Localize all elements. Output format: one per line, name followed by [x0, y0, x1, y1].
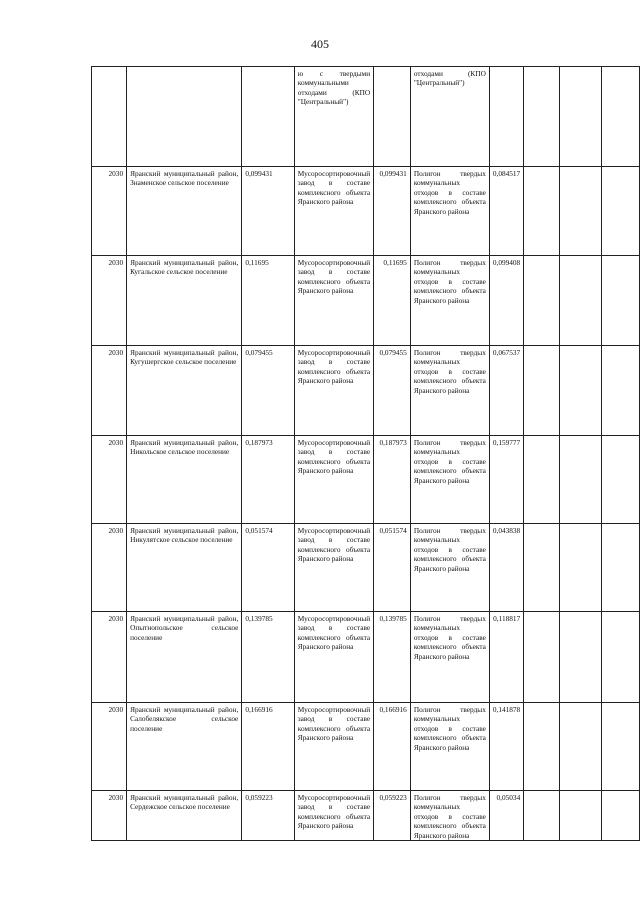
cell-year-text: 2030 — [108, 526, 124, 535]
cell-mass-in-text: 0,099408 — [492, 258, 521, 267]
cell-mass-in — [489, 256, 523, 346]
cell-destination — [410, 524, 489, 612]
cell-object-text: Мусоросортировочный завод в составе комплексного объекта Яранского района — [297, 614, 371, 652]
cell-mass — [242, 167, 294, 256]
table-row — [92, 256, 640, 346]
cell-mass-text: 0,059223 — [245, 793, 273, 802]
cell-object — [294, 167, 373, 256]
cell-object — [294, 703, 373, 791]
cell-municipality — [127, 256, 242, 346]
cell-mass-out-text: 0,079455 — [379, 348, 407, 357]
cell-empty-3 — [602, 346, 640, 436]
cell-destination-text: Полигон твердых коммунальных отходов в составе комплексного объекта Яранского района — [413, 705, 486, 752]
cell-year — [92, 167, 127, 256]
cell-year — [92, 612, 127, 703]
cell-mass-in — [489, 346, 523, 436]
cell-mass — [242, 791, 294, 841]
cell-object — [294, 612, 373, 703]
cell-object-text: ю с твердыми коммунальными отходами (КПО "Центральный") — [297, 69, 371, 107]
cell-municipality-text: Яранский муниципальный район, Никулятское сельское поселение — [130, 526, 239, 545]
cell-municipality-text: Яранский муниципальный район, Салобелякское сельское поселение — [130, 705, 239, 733]
cell-empty-2 — [560, 67, 602, 167]
cell-municipality-text: Яранский муниципальный район, Знаменское сельское поселение — [130, 169, 239, 188]
cell-mass — [242, 67, 294, 167]
cell-mass — [242, 436, 294, 524]
cell-object-text: Мусоросортировочный завод в составе комплексного объекта Яранского района — [297, 348, 371, 386]
cell-mass-out — [374, 791, 411, 841]
cell-destination — [410, 256, 489, 346]
cell-empty-2 — [560, 346, 602, 436]
cell-empty-3 — [602, 791, 640, 841]
cell-mass — [242, 346, 294, 436]
cell-mass-in — [489, 524, 523, 612]
cell-municipality-text: Яранский муниципальный район, Опытнопольское сельское поселение — [130, 614, 239, 642]
cell-empty-1 — [524, 67, 560, 167]
cell-empty-3 — [602, 524, 640, 612]
cell-empty-2 — [560, 524, 602, 612]
cell-mass-out — [374, 436, 411, 524]
cell-empty-3 — [602, 167, 640, 256]
table-row — [92, 436, 640, 524]
cell-mass-out — [374, 256, 411, 346]
table-row-continuation — [92, 67, 640, 167]
cell-destination — [410, 612, 489, 703]
cell-municipality — [127, 612, 242, 703]
cell-mass-out-text: 0,11695 — [383, 258, 407, 267]
cell-mass-in-text: 0,084517 — [492, 169, 521, 178]
cell-empty-2 — [560, 703, 602, 791]
cell-mass — [242, 524, 294, 612]
cell-object — [294, 67, 373, 167]
table-row — [92, 791, 640, 841]
cell-municipality-text: Яранский муниципальный район, Сердежское сельское поселение — [130, 793, 239, 812]
table-row — [92, 167, 640, 256]
cell-year-text: 2030 — [108, 438, 124, 447]
cell-year — [92, 703, 127, 791]
cell-empty-2 — [560, 436, 602, 524]
cell-mass — [242, 612, 294, 703]
cell-empty-1 — [524, 436, 560, 524]
cell-object-text: Мусоросортировочный завод в составе комплексного объекта Яранского района — [297, 169, 371, 207]
cell-mass-text: 0,166916 — [245, 705, 273, 714]
cell-mass-out — [374, 612, 411, 703]
cell-empty-3 — [602, 436, 640, 524]
cell-empty-2 — [560, 256, 602, 346]
cell-object — [294, 346, 373, 436]
cell-destination — [410, 346, 489, 436]
cell-mass — [242, 703, 294, 791]
cell-municipality — [127, 524, 242, 612]
cell-empty-3 — [602, 67, 640, 167]
cell-destination — [410, 167, 489, 256]
cell-mass-text: 0,099431 — [245, 169, 273, 178]
cell-mass-out-text: 0,166916 — [379, 705, 407, 714]
cell-mass-text: 0,139785 — [245, 614, 273, 623]
cell-object-text: Мусоросортировочный завод в составе комплексного объекта Яранского района — [297, 438, 371, 476]
table-row — [92, 524, 640, 612]
cell-mass-out-text: 0,059223 — [379, 793, 407, 802]
cell-mass-in-text: 0,067537 — [492, 348, 521, 357]
cell-mass-text: 0,079455 — [245, 348, 273, 357]
cell-destination-text: Полигон твердых коммунальных отходов в составе комплексного объекта Яранского района — [413, 169, 486, 216]
cell-mass-out-text: 0,139785 — [379, 614, 407, 623]
cell-mass-out-text: 0,099431 — [379, 169, 407, 178]
table-row — [92, 346, 640, 436]
cell-mass-in — [489, 167, 523, 256]
cell-destination-text: Полигон твердых коммунальных отходов в составе комплексного объекта Яранского района — [413, 793, 486, 840]
cell-object-text: Мусоросортировочный завод в составе комплексного объекта Яранского района — [297, 793, 371, 831]
cell-destination-text: Полигон твердых коммунальных отходов в составе комплексного объекта Яранского района — [413, 258, 486, 305]
cell-empty-1 — [524, 167, 560, 256]
cell-mass-text: 0,187973 — [245, 438, 273, 447]
cell-empty-3 — [602, 612, 640, 703]
cell-mass-in — [489, 67, 523, 167]
cell-year — [92, 791, 127, 841]
cell-destination-text: Полигон твердых коммунальных отходов в составе комплексного объекта Яранского района — [413, 348, 486, 395]
cell-year — [92, 256, 127, 346]
cell-municipality-text: Яранский муниципальный район, Кугальское сельское поселение — [130, 258, 239, 277]
cell-empty-1 — [524, 612, 560, 703]
cell-municipality — [127, 791, 242, 841]
cell-empty-2 — [560, 791, 602, 841]
cell-destination — [410, 67, 489, 167]
cell-destination — [410, 436, 489, 524]
cell-mass-in — [489, 703, 523, 791]
cell-year-text: 2030 — [108, 614, 124, 623]
cell-municipality-text: Яранский муниципальный район, Кугушергское сельское поселение — [130, 348, 239, 367]
cell-object — [294, 436, 373, 524]
cell-destination-text: Полигон твердых коммунальных отходов в составе комплексного объекта Яранского района — [413, 438, 486, 485]
cell-destination — [410, 703, 489, 791]
cell-empty-3 — [602, 703, 640, 791]
cell-empty-1 — [524, 524, 560, 612]
cell-mass-text: 0,051574 — [245, 526, 273, 535]
cell-empty-1 — [524, 346, 560, 436]
table-row — [92, 612, 640, 703]
cell-mass-in-text: 0,141878 — [492, 705, 521, 714]
cell-object — [294, 256, 373, 346]
cell-municipality — [127, 67, 242, 167]
page-number: 405 — [311, 37, 329, 51]
cell-object-text: Мусоросортировочный завод в составе комплексного объекта Яранского района — [297, 258, 371, 296]
cell-year — [92, 67, 127, 167]
cell-mass-out — [374, 167, 411, 256]
cell-object-text: Мусоросортировочный завод в составе комплексного объекта Яранского района — [297, 705, 371, 743]
cell-mass-in-text: 0,118817 — [493, 614, 521, 623]
cell-municipality — [127, 167, 242, 256]
cell-year-text: 2030 — [108, 705, 124, 714]
cell-empty-1 — [524, 703, 560, 791]
cell-object — [294, 791, 373, 841]
cell-destination-text: Полигон твердых коммунальных отходов в составе комплексного объекта Яранского района — [413, 614, 486, 661]
cell-mass — [242, 256, 294, 346]
cell-object — [294, 524, 373, 612]
cell-mass-out — [374, 67, 411, 167]
cell-object-text: Мусоросортировочный завод в составе комплексного объекта Яранского района — [297, 526, 371, 564]
cell-mass-in — [489, 436, 523, 524]
cell-mass-in-text: 0,159777 — [492, 438, 521, 447]
cell-municipality — [127, 703, 242, 791]
cell-mass-out — [374, 346, 411, 436]
cell-year-text: 2030 — [108, 793, 124, 802]
cell-mass-in-text: 0,05034 — [496, 793, 521, 802]
cell-year — [92, 346, 127, 436]
table-row — [92, 703, 640, 791]
cell-empty-2 — [560, 167, 602, 256]
cell-mass-out-text: 0,187973 — [379, 438, 407, 447]
cell-mass-in — [489, 791, 523, 841]
cell-destination-text: отходами (КПО "Центральный") — [413, 69, 486, 88]
cell-year-text: 2030 — [108, 348, 124, 357]
cell-mass-text: 0,11695 — [245, 258, 269, 267]
cell-mass-in-text: 0,043838 — [492, 526, 521, 535]
cell-destination-text: Полигон твердых коммунальных отходов в составе комплексного объекта Яранского района — [413, 526, 486, 573]
cell-year — [92, 524, 127, 612]
cell-empty-3 — [602, 256, 640, 346]
cell-year-text: 2030 — [108, 258, 124, 267]
cell-mass-out-text: 0,051574 — [379, 526, 407, 535]
cell-mass-in — [489, 612, 523, 703]
cell-municipality-text: Яранский муниципальный район, Никольское сельское поселение — [130, 438, 239, 457]
cell-municipality — [127, 436, 242, 524]
cell-year — [92, 436, 127, 524]
cell-mass-out — [374, 524, 411, 612]
data-table — [91, 66, 640, 841]
cell-municipality — [127, 346, 242, 436]
cell-empty-1 — [524, 256, 560, 346]
cell-empty-1 — [524, 791, 560, 841]
cell-destination — [410, 791, 489, 841]
cell-mass-out — [374, 703, 411, 791]
cell-year-text: 2030 — [108, 169, 124, 178]
cell-empty-2 — [560, 612, 602, 703]
